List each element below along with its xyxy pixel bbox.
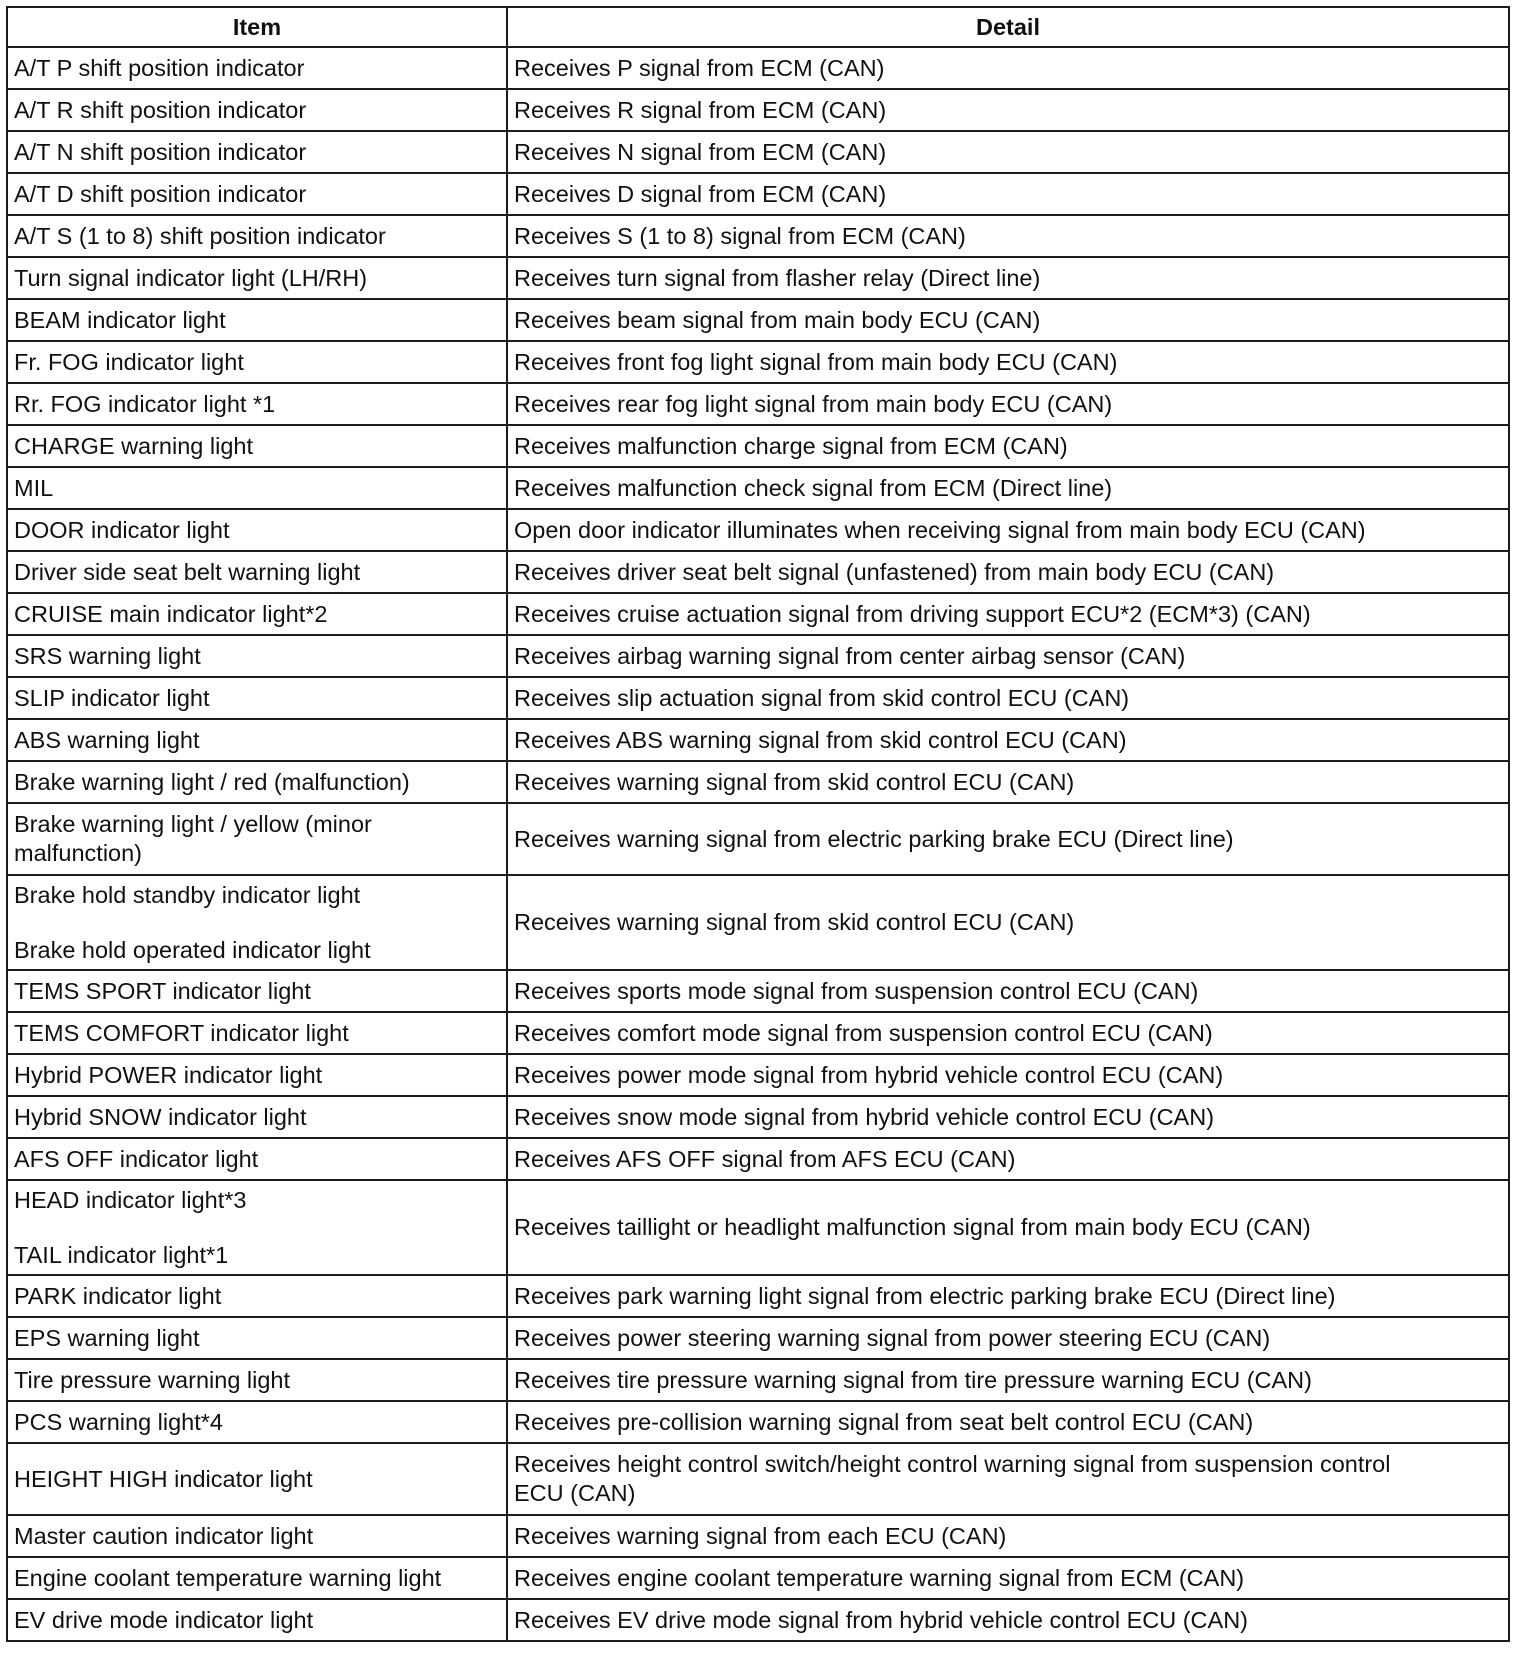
- detail-cell: [507, 1443, 1509, 1515]
- table-row: [7, 970, 1509, 1012]
- detail-cell: Receives R signal from ECM (CAN): [507, 89, 1509, 131]
- item-cell: CHARGE warning light: [7, 425, 507, 467]
- item-cell: PCS warning light*4: [7, 1401, 507, 1443]
- item-cell: CRUISE main indicator light*2: [7, 593, 507, 635]
- table-row: [7, 1180, 1509, 1275]
- table-row: [7, 47, 1509, 89]
- table-row: [7, 509, 1509, 551]
- item-cell: EPS warning light: [7, 1317, 507, 1359]
- item-cell: Turn signal indicator light (LH/RH): [7, 257, 507, 299]
- item-line: malfunction): [14, 840, 142, 866]
- detail-line: Receives height control switch/height control warning signal from suspension control: [514, 1451, 1391, 1477]
- table-row: [7, 173, 1509, 215]
- detail-line: ECU (CAN): [514, 1480, 636, 1506]
- table-row: [7, 1401, 1509, 1443]
- item-cell: HEIGHT HIGH indicator light: [7, 1443, 507, 1515]
- table-row: [7, 425, 1509, 467]
- item-cell: Hybrid POWER indicator light: [7, 1054, 507, 1096]
- item-cell: Engine coolant temperature warning light: [7, 1557, 507, 1599]
- table-row: [7, 1054, 1509, 1096]
- item-cell: Fr. FOG indicator light: [7, 341, 507, 383]
- table-row: [7, 1599, 1509, 1641]
- detail-cell: Receives driver seat belt signal (unfastened) from main body ECU (CAN): [507, 551, 1509, 593]
- table-row: [7, 1557, 1509, 1599]
- table-row: [7, 677, 1509, 719]
- table-row: [7, 1275, 1509, 1317]
- detail-cell: Receives power steering warning signal from power steering ECU (CAN): [507, 1317, 1509, 1359]
- detail-cell: Receives power mode signal from hybrid vehicle control ECU (CAN): [507, 1054, 1509, 1096]
- table-row: [7, 257, 1509, 299]
- table-row: [7, 467, 1509, 509]
- table-row: [7, 383, 1509, 425]
- item-cell: DOOR indicator light: [7, 509, 507, 551]
- item-cell: Brake warning light / red (malfunction): [7, 761, 507, 803]
- detail-cell: Receives turn signal from flasher relay (Direct line): [507, 257, 1509, 299]
- detail-cell: Receives engine coolant temperature warning signal from ECM (CAN): [507, 1557, 1509, 1599]
- detail-cell: Receives warning signal from skid control ECU (CAN): [507, 761, 1509, 803]
- item-cell: Hybrid SNOW indicator light: [7, 1096, 507, 1138]
- table-row: [7, 803, 1509, 875]
- indicator-table-container: [6, 6, 1508, 1642]
- detail-cell: Receives AFS OFF signal from AFS ECU (CAN): [507, 1138, 1509, 1180]
- item-line: Brake warning light / yellow (minor: [14, 811, 372, 837]
- item-cell: MIL: [7, 467, 507, 509]
- item-cell: EV drive mode indicator light: [7, 1599, 507, 1641]
- detail-cell: Receives P signal from ECM (CAN): [507, 47, 1509, 89]
- item-cell: SRS warning light: [7, 635, 507, 677]
- item-cell: [7, 1180, 507, 1275]
- table-header-row: [7, 7, 1509, 47]
- detail-cell: Receives malfunction charge signal from ECM (CAN): [507, 425, 1509, 467]
- item-cell: PARK indicator light: [7, 1275, 507, 1317]
- detail-cell: Receives N signal from ECM (CAN): [507, 131, 1509, 173]
- detail-cell: Receives warning signal from electric parking brake ECU (Direct line): [507, 803, 1509, 875]
- item-line: Brake hold operated indicator light: [14, 936, 371, 963]
- detail-cell: Receives sports mode signal from suspension control ECU (CAN): [507, 970, 1509, 1012]
- item-cell: A/T D shift position indicator: [7, 173, 507, 215]
- detail-cell: Receives tire pressure warning signal from tire pressure warning ECU (CAN): [507, 1359, 1509, 1401]
- item-cell: Rr. FOG indicator light *1: [7, 383, 507, 425]
- item-cell: TEMS COMFORT indicator light: [7, 1012, 507, 1054]
- table-row: [7, 1096, 1509, 1138]
- table-row: [7, 635, 1509, 677]
- item-cell: AFS OFF indicator light: [7, 1138, 507, 1180]
- item-cell: Tire pressure warning light: [7, 1359, 507, 1401]
- detail-cell: Receives snow mode signal from hybrid vehicle control ECU (CAN): [507, 1096, 1509, 1138]
- table-row: [7, 1359, 1509, 1401]
- column-header-item: Item: [7, 7, 507, 47]
- detail-cell: Open door indicator illuminates when receiving signal from main body ECU (CAN): [507, 509, 1509, 551]
- detail-cell: Receives comfort mode signal from suspension control ECU (CAN): [507, 1012, 1509, 1054]
- detail-cell: Receives EV drive mode signal from hybrid vehicle control ECU (CAN): [507, 1599, 1509, 1641]
- detail-cell: Receives S (1 to 8) signal from ECM (CAN): [507, 215, 1509, 257]
- item-cell: TEMS SPORT indicator light: [7, 970, 507, 1012]
- table-row: [7, 551, 1509, 593]
- detail-cell: Receives malfunction check signal from ECM (Direct line): [507, 467, 1509, 509]
- detail-cell: Receives cruise actuation signal from driving support ECU*2 (ECM*3) (CAN): [507, 593, 1509, 635]
- detail-cell: Receives warning signal from each ECU (CAN): [507, 1515, 1509, 1557]
- detail-cell: Receives D signal from ECM (CAN): [507, 173, 1509, 215]
- table-row: [7, 1138, 1509, 1180]
- detail-cell: Receives front fog light signal from main body ECU (CAN): [507, 341, 1509, 383]
- item-cell: A/T R shift position indicator: [7, 89, 507, 131]
- table-row: [7, 875, 1509, 970]
- table-row: [7, 215, 1509, 257]
- detail-cell: Receives ABS warning signal from skid control ECU (CAN): [507, 719, 1509, 761]
- detail-cell: Receives slip actuation signal from skid control ECU (CAN): [507, 677, 1509, 719]
- table-row: [7, 761, 1509, 803]
- item-line: HEAD indicator light*3: [14, 1186, 247, 1213]
- line-spacer: [14, 1215, 500, 1241]
- table-row: [7, 299, 1509, 341]
- detail-cell: Receives park warning light signal from electric parking brake ECU (Direct line): [507, 1275, 1509, 1317]
- detail-cell: Receives taillight or headlight malfunction signal from main body ECU (CAN): [507, 1180, 1509, 1275]
- detail-cell: Receives warning signal from skid control ECU (CAN): [507, 875, 1509, 970]
- item-cell: Driver side seat belt warning light: [7, 551, 507, 593]
- table-row: [7, 131, 1509, 173]
- item-cell: [7, 875, 507, 970]
- detail-cell: Receives pre-collision warning signal from seat belt control ECU (CAN): [507, 1401, 1509, 1443]
- item-cell: A/T P shift position indicator: [7, 47, 507, 89]
- item-cell: Master caution indicator light: [7, 1515, 507, 1557]
- line-spacer: [14, 910, 500, 936]
- table-row: [7, 719, 1509, 761]
- table-row: [7, 1012, 1509, 1054]
- table-row: [7, 1515, 1509, 1557]
- item-cell: BEAM indicator light: [7, 299, 507, 341]
- column-header-detail: Detail: [507, 7, 1509, 47]
- indicator-table: [6, 6, 1510, 1642]
- item-cell: A/T N shift position indicator: [7, 131, 507, 173]
- table-row: [7, 1443, 1509, 1515]
- item-cell: [7, 803, 507, 875]
- detail-cell: Receives beam signal from main body ECU (CAN): [507, 299, 1509, 341]
- item-cell: ABS warning light: [7, 719, 507, 761]
- table-row: [7, 341, 1509, 383]
- item-cell: A/T S (1 to 8) shift position indicator: [7, 215, 507, 257]
- item-line: Brake hold standby indicator light: [14, 881, 361, 908]
- detail-cell: Receives rear fog light signal from main body ECU (CAN): [507, 383, 1509, 425]
- item-cell: SLIP indicator light: [7, 677, 507, 719]
- detail-cell: Receives airbag warning signal from center airbag sensor (CAN): [507, 635, 1509, 677]
- table-row: [7, 89, 1509, 131]
- item-line: TAIL indicator light*1: [14, 1241, 229, 1268]
- table-row: [7, 1317, 1509, 1359]
- table-row: [7, 593, 1509, 635]
